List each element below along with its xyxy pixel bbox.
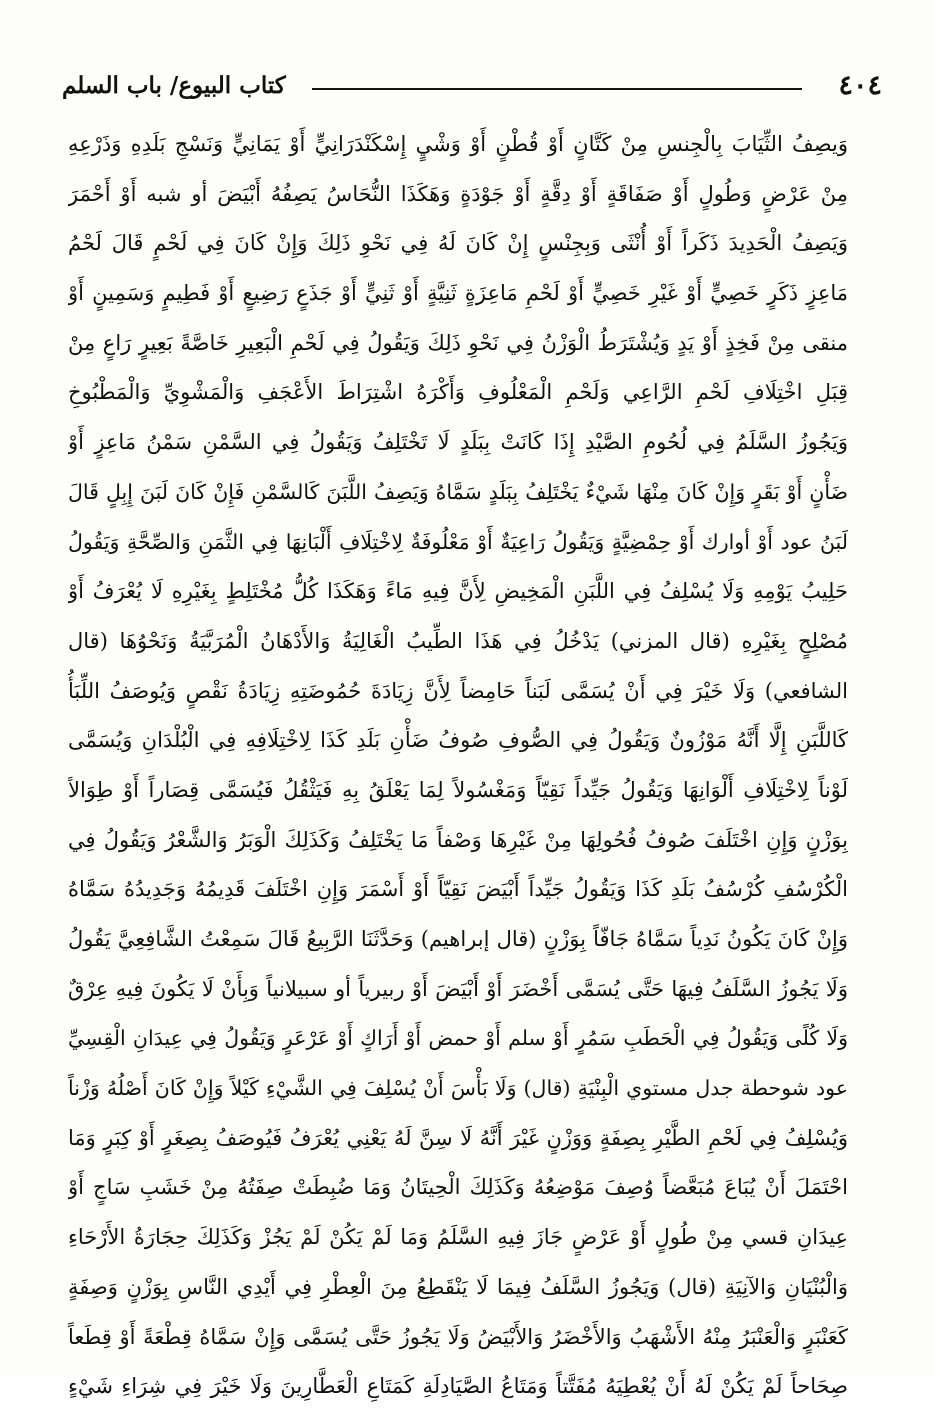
text-line: وَيَصِفُ الْحَدِيدَ ذَكَراً أَوْ أُنْثَى وَبِجِنْسٍ إِنْ كَانَ لَهُ فِي نَحْوِ ذَلِكَ وَإِنْ كَانَ فِي لَحْمٍ قَالَ لَحْمُ (68, 231, 848, 256)
text-line: وَيَجُوزُ السَّلَمُ فِي لُحُومِ الصَّيْدِ إِذَا كَانَتْ بِبَلَدٍ لَا تَخْتَلِفُ وَيَقُولُ فِي السَّمْنِ سَمْنُ مَاعِزٍ أَوْ (68, 430, 848, 455)
header-rule (312, 88, 802, 90)
text-line: كَاللَّبَنِ إِلَّا أَنَّهُ مَوْزُونٌ وَيَقُولُ فِي الصُّوفِ صُوفُ ضَأْنِ بَلَدِ كَذَا لِاخْتِلَافِهِ فِي الْبُلْدَانِ وَيُسَمَّى (68, 728, 848, 753)
text-line: وَلَا يَجُوزُ السَّلَفُ فِيهَا حَتَّى يُسَمَّى أَخْضَرَ أَوْ أَبْيَضَ أَوْ ربيرياً أو سبيلانياً وَبِأَنْ لَا يَكُونَ فِيهِ عِرْقٌ (68, 976, 848, 1001)
text-line: صِحَاحاً لَمْ يَكُنْ لَهُ أَنْ يُعْطِيَهُ مُفَتَّتاً وَمَتَاعُ الصَّيَادِلَةِ كَمَتَاعِ الْعَطَّارِينَ وَلَا خَيْرَ فِي شِرَاءِ شَيْءٍ (68, 1374, 848, 1399)
text-line: عود شوحطة جدل مستوي الْبِنْيَةِ (قال) وَلَا بَأْسَ أَنْ يُسْلِفَ فِي الشَّيْءِ كَيْلاً وَإِنْ كَانَ أَصْلُهُ وَزْناً (68, 1076, 848, 1101)
text-line: ضَأْنٍ أَوْ بَقَرٍ وَإِنْ كَانَ مِنْهَا شَيْءٌ يَخْتَلِفُ بِبَلَدٍ سَمَّاهُ وَيَصِفُ اللَّبَنَ كَالسَّمْنِ فَإِنْ كَانَ لَبَنَ إِبِلٍ قَالَ (68, 479, 848, 504)
text-line: وَإِنْ كَانَ يَكُونُ نَدِياً سَمَّاهُ جَافّاً بِوَزْنٍ (قال إبراهيم) وَحَدَّثَنَا الرَّبِيعُ قَالَ سَمِعْتُ الشَّافِعِيَّ يَقُولُ (68, 927, 848, 951)
page-header (62, 68, 882, 108)
text-line: مَاعِزٍ ذَكَرٍ خَصِيٍّ أَوْ غَيْرِ خَصِيٍّ أَوْ لَحْمِ مَاعِزَةٍ ثَنِيَّةٍ أَوْ ثَنِيٍّ أَوْ جَذَعٍ رَضِيعٍ أَوْ فَطِيمٍ وَسَمِينٍ أَوْ (68, 281, 848, 306)
running-title: كتاب البيوع/ باب السلم (62, 72, 286, 99)
text-line: احْتَمَلَ أَنْ يُبَاعَ مُبَعَّضاً وُصِفَ مَوْضِعُهُ وَكَذَلِكَ الْحِيتَانُ وَمَا ضُبِطَتْ صِفَتُهُ مِنْ خَشَبِ سَاجٍ أَوْ (68, 1175, 848, 1200)
text-line: وَالْبُنْيَانِ وَالآنِيَةِ (قال) وَيَجُوزُ السَّلَفُ فِيمَا لَا يَنْقَطِعُ مِنَ الْعِطْرِ فِي أَيْدِي النَّاسِ بِوَزْنٍ وَصِفَةٍ (68, 1274, 848, 1299)
text-line: مُصْلِحٍ بِغَيْرِهِ (قال المزني) يَدْخُلُ فِي هَذَا الطِّيبُ الْغَالِيَةُ وَالأَدْهَانُ الْمُرَبَّيَةُ وَنَحْوُهَا (قال (68, 628, 848, 653)
text-line: الْكُرْسُفِ كُرْسُفُ بَلَدِ كَذَا وَيَقُولُ جَيِّداً أَبْيَضَ نَقِيّاً أَوْ أَسْمَرَ وَإِنِ اخْتَلَفَ قَدِيمُهُ وَجَدِيدُهُ سَمَّاهُ (68, 877, 848, 902)
body-text (68, 120, 848, 1412)
text-line: لَبَنُ عود أَوْ أوارك أَوْ حِمْضِيَّةٍ وَيَقُولُ رَاعِيَةٌ أَوْ مَعْلُوفَةٌ لِاخْتِلَافِ أَلْبَانِهَا فِي الثَّمَنِ وَالصِّحَّةِ وَيَقُولُ (68, 529, 848, 554)
text-line: لَوْناً لِاخْتِلَافِ أَلْوَانِهَا وَيَقُولُ جَيِّداً نَقِيّاً وَمَغْسُولاً لِمَا يَعْلَقُ بِهِ فَيَثْقُلُ فَيُسَمَّى قِصَاراً أَوْ طِوَالاً (68, 777, 848, 802)
text-line: مِنْ عَرْضٍ وَطُولٍ أَوْ صَفَاقَةٍ أَوْ دِقَّةٍ أَوْ جَوْدَةٍ وَهَكَذَا النُّحَاسُ يَصِفُهُ أَبْيَضَ أو شبه أَوْ أَحْمَرَ (68, 181, 848, 206)
text-line: بِوَزْنٍ وَإِنِ اخْتَلَفَ صُوفُ فُحُولِهَا مِنْ غَيْرِهَا وَصْفاً مَا يَخْتَلِفُ وَكَذَلِكَ الْوَبَرُ وَالشَّعْرُ وَيَقُولُ فِي (68, 827, 848, 852)
text-line: وَيُسْلِفُ فِي لَحْمِ الطَّيْرِ بِصِفَةٍ وَوَزْنٍ غَيْرَ أَنَّهُ لَا سِنَّ لَهُ يَعْنِي يُعْرَفُ فَيُوصَفُ بِصِغَرٍ أَوْ كِبَرٍ وَمَا (68, 1125, 848, 1150)
text-line: كَعَنْبَرٍ وَالْعَنْبَرُ مِنْهُ الأَشْهَبُ وَالأَخْضَرُ وَالأَبْيَضُ وَلَا يَجُوزُ حَتَّى يُسَمَّى وَإِنْ سَمَّاهُ قِطْعَةً أَوْ قِطَعاً (68, 1324, 848, 1349)
page-number: ٤٠٤ (838, 70, 882, 101)
text-line: وَلَا كُلًى وَيَقُولُ فِي الْحَطَبِ سَمُرٍ أَوْ سلم أَوْ حمض أَوْ أَرَاكٍ أَوْ عَرْعَرٍ وَيَقُولُ فِي عِيدَانِ الْقِسِيِّ (68, 1026, 848, 1051)
text-line: منقى مِنْ فَخِذٍ أَوْ يَدٍ وَيُشْتَرَطُ الْوَزْنُ فِي نَحْوِ ذَلِكَ وَيَقُولُ فِي لَحْمِ الْبَعِيرِ خَاصَّةً بَعِيرٍ رَاعٍ مِنْ (68, 330, 848, 355)
text-line: قِبَلِ اخْتِلَافِ لَحْمِ الرَّاعِي وَلَحْمِ الْمَعْلُوفِ وَأَكْرَهُ اشْتِرَاطَ الأَعْجَفِ وَالْمَشْوِيِّ وَالْمَطْبُوخِ (68, 380, 848, 405)
text-line: وَيصِفُ الثِّيَابَ بِالْجِنسِ مِنْ كَتَّانٍ أَوْ قُطْنٍ أَوْ وَشْيٍ إِسْكَنْدَرَانِيٍّ أَوْ يَمَانِيٍّ وَنَسْجِ بَلَدِهِ وَذَرْعِهِ (68, 132, 848, 156)
text-line: حَلِيبُ يَوْمِهِ وَلَا يُسْلِفُ فِي اللَّبَنِ الْمَخِيضِ لِأَنَّ فِيهِ مَاءً وَهَكَذَا كُلُّ مُخْتَلِطٍ بِغَيْرِهِ لَا يُعْرَفُ أَوْ (68, 579, 848, 604)
text-line: عِيدَانِ قسي مِنْ طُولٍ أَوْ عَرْضٍ جَازَ فِيهِ السَّلَمُ وَمَا لَمْ يَكُنْ لَمْ يَجُزْ وَكَذَلِكَ حِجَارَةُ الأَرْحَاءِ (68, 1225, 848, 1250)
text-line: الشافعي) وَلَا خَيْرَ فِي أَنْ يُسَمَّى لَبَناً حَامِضاً لِأَنَّ زِيَادَةَ حُمُوضَتِهِ زِيَادَةُ نَقْصٍ وَيُوصَفُ اللِّبَأُ (68, 678, 848, 703)
